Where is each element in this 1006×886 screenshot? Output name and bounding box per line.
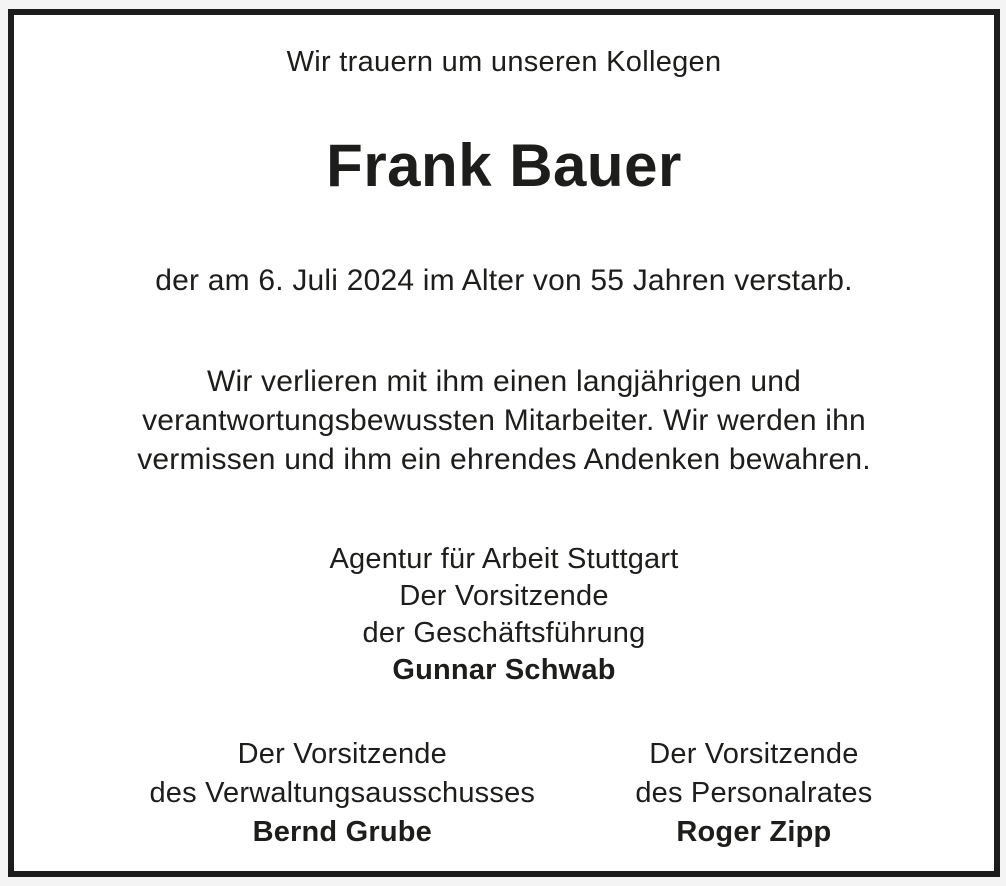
- organization-role-line-1: Der Vorsitzende: [399, 580, 609, 612]
- signatory-left-name: Bernd Grube: [252, 816, 433, 848]
- organization-role-line-2: der Geschäftsführung: [362, 617, 646, 649]
- tribute-line-1: Wir verlieren mit ihm einen langjährigen und: [206, 365, 802, 398]
- obituary-content: [14, 15, 994, 871]
- death-date-line: der am 6. Juli 2024 im Alter von 55 Jahren verstarb.: [155, 264, 853, 297]
- obituary-notice-frame: [8, 9, 1000, 877]
- signatory-left-role-line-2: des Verwaltungsausschusses: [149, 777, 536, 809]
- organization-name: Agentur für Arbeit Stuttgart: [329, 543, 679, 575]
- organization-block: [14, 541, 994, 689]
- tribute-paragraph: [14, 362, 994, 479]
- intro-line: Wir trauern um unseren Kollegen: [286, 46, 722, 78]
- signature-columns: [14, 735, 994, 875]
- tribute-line-3: vermissen und ihm ein ehrendes Andenken bewahren.: [137, 443, 871, 476]
- tribute-line-2: verantwortungsbewussten Mitarbeiter. Wir werden ihn: [142, 404, 866, 437]
- signatory-right-role-line-2: des Personalrates: [635, 777, 873, 809]
- signatory-right: [635, 735, 872, 852]
- signatory-right-name: Roger Zipp: [676, 816, 832, 848]
- organization-signer-name: Gunnar Schwab: [392, 654, 616, 686]
- signatory-left: [149, 735, 535, 852]
- signatory-right-role-line-1: Der Vorsitzende: [649, 738, 859, 770]
- signatory-left-role-line-1: Der Vorsitzende: [237, 738, 447, 770]
- deceased-name: Frank Bauer: [326, 132, 682, 199]
